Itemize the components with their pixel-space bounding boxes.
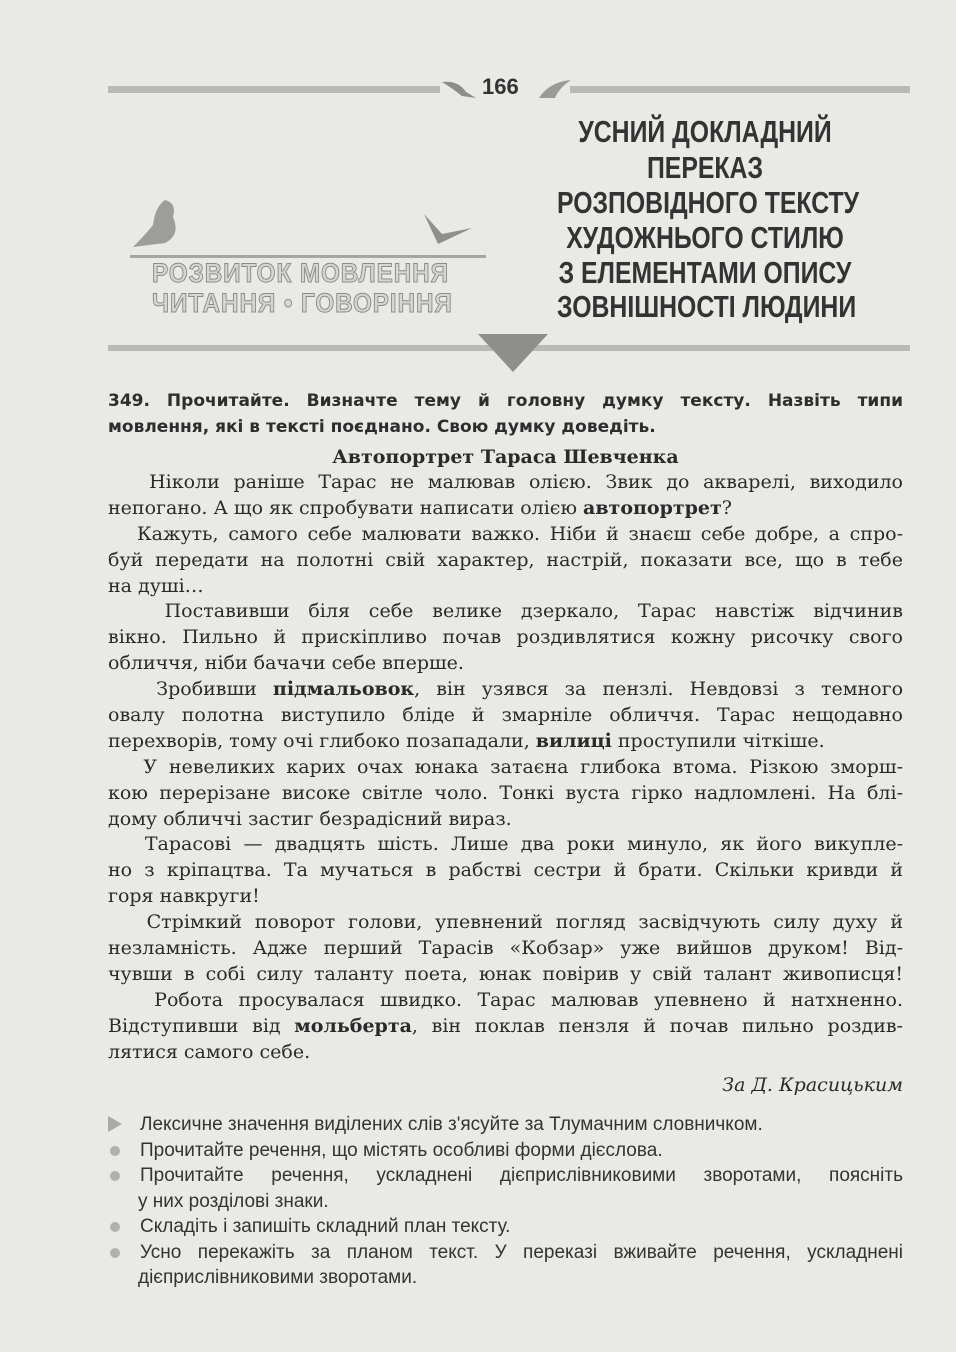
- text-segment: Кажуть, самого себе малювати важко. Ніби й знаєш себе добре, а спро-: [108, 522, 903, 545]
- text-line: [108, 781, 903, 807]
- highlighted-word: автопортрет: [583, 496, 722, 519]
- text-line: [108, 962, 903, 988]
- text-line: [108, 703, 903, 729]
- text-line: [108, 910, 903, 936]
- highlighted-word: мольберта: [294, 1014, 412, 1037]
- text-segment: горя навкруги!: [108, 885, 260, 908]
- bullet-icon: [110, 1222, 120, 1232]
- text-line: [108, 677, 903, 703]
- text-line: [108, 651, 903, 677]
- bird-illustration-icon: [125, 195, 195, 255]
- text-line: [108, 729, 903, 755]
- rubric-line-2: ЧИТАННЯ • ГОВОРІННЯ: [152, 288, 453, 318]
- text-segment: лятися самого себе.: [108, 1040, 311, 1063]
- text-segment: Ніколи раніше Тарас не малював олією. Звик до акварелі, виходило: [108, 471, 903, 493]
- title-line: ЗОВНІШНОСТІ ЛЮДИНИ: [557, 289, 857, 324]
- arrow-bullet-icon: [108, 1116, 122, 1132]
- task-line: мовлення, які в тексті поєднано. Свою думку доведіть.: [108, 417, 656, 437]
- text-segment: , він поклав пензля й почав пильно роздив-: [411, 1014, 903, 1037]
- text-body: [108, 470, 903, 1065]
- text-segment: Стрімкий поворот голови, упевнений погляд засвідчують силу духу й: [108, 911, 903, 934]
- text-segment: Тарасові — двадцять шість. Лише два роки минуло, як його викупле-: [108, 833, 903, 856]
- swallow-left-icon: [440, 78, 480, 100]
- text-segment: кою перерізане високе світле чоло. Тонкі вуста гірко надломлені. На блі-: [108, 781, 903, 804]
- highlighted-word: підмальовок: [272, 678, 415, 701]
- bullet-icon: [110, 1248, 120, 1258]
- title-line: РОЗПОВІДНОГО ТЕКСТУ: [557, 185, 860, 220]
- page-number: 166: [482, 74, 519, 99]
- text-segment: перехворів, тому очі глибоко позападали,: [108, 729, 536, 752]
- title-line: З ЕЛЕМЕНТАМИ ОПИСУ: [558, 255, 852, 290]
- question-item: [108, 1138, 903, 1164]
- title-line: ПЕРЕКАЗ: [646, 150, 764, 185]
- title-line: ХУДОЖНЬОГО СТИЛЮ: [566, 220, 844, 255]
- question-line: Лексичне значення виділених слів з'ясуйте за Тлумачним словничком.: [140, 1114, 763, 1135]
- rubric-line-1: РОЗВИТОК МОВЛЕННЯ: [152, 258, 449, 288]
- task-line: 349. Прочитайте. Визначте тему й головну думку тексту. Назвіть типи: [108, 391, 903, 411]
- question-line: Прочитайте речення, що містять особливі форми дієслова.: [140, 1139, 663, 1161]
- text-line: [108, 936, 903, 962]
- text-line: [108, 574, 903, 600]
- text-segment: Відступивши від: [108, 1014, 295, 1037]
- text-segment: Поставивши біля себе велике дзеркало, Тарас навстіж відчинив: [108, 600, 903, 623]
- text-segment: обличчя, ніби бачачи себе вперше.: [108, 652, 464, 675]
- question-line: у них розділові знаки.: [138, 1190, 329, 1212]
- text-segment: У невеликих карих очах юнака затаєна глибока втома. Різкою зморш-: [108, 755, 903, 778]
- question-item: [108, 1240, 903, 1291]
- text-segment: Робота просувалася швидко. Тарас малював упевнено й натхненно.: [108, 988, 903, 1011]
- text-segment: ?: [721, 496, 732, 519]
- question-line: Прочитайте речення, ускладнені дієприслівниковими зворотами, поясніть: [140, 1165, 903, 1186]
- text-segment: на душі…: [108, 574, 204, 597]
- text-line: [108, 599, 903, 625]
- exercise-task: [108, 388, 903, 440]
- text-segment: незламність. Адже перший Тарасів «Кобзар» уже вийшов друком! Від-: [108, 937, 903, 960]
- swallow-flying-icon: [420, 210, 480, 250]
- text-line: [108, 884, 903, 910]
- highlighted-word: вилиці: [535, 729, 612, 752]
- question-item: [108, 1112, 903, 1138]
- text-line: [108, 755, 903, 781]
- text-line: [108, 832, 903, 858]
- text-segment: чувши в собі силу таланту поета, юнак повірив у свій талант живописця!: [108, 962, 903, 985]
- text-source: За Д. Красицьким: [722, 1074, 903, 1096]
- text-segment: но з кріпацтва. Та мучаться в рабстві сестри й брати. Скільки кривди й: [108, 859, 903, 882]
- text-line: [108, 625, 903, 651]
- text-line: [108, 988, 903, 1014]
- question-line: дієприслівниковими зворотами.: [138, 1267, 418, 1288]
- text-line: [108, 1040, 903, 1066]
- text-line: [108, 858, 903, 884]
- text-segment: проступили чіткіше.: [611, 729, 825, 752]
- question-line: Складіть і запишіть складний план тексту.: [140, 1216, 511, 1237]
- question-line: Усно перекажіть за планом текст. У переказі вживайте речення, ускладнені: [140, 1241, 903, 1263]
- question-item: [108, 1163, 903, 1214]
- text-line: [108, 548, 903, 574]
- question-item: [108, 1214, 903, 1240]
- text-line: [108, 522, 903, 548]
- text-line: [108, 807, 903, 833]
- text-segment: буй передати на полотні свій характер, настрій, показати все, що в тебе: [108, 548, 903, 571]
- text-segment: овалу полотна виступило бліде й змарніле обличчя. Тарас нещодавно: [108, 704, 903, 727]
- text-title: Автопортрет Тараса Шевченка: [332, 446, 679, 468]
- text-line: [108, 496, 903, 522]
- text-line: [108, 470, 903, 496]
- text-segment: , він узявся за пензлі. Невдовзі з темного: [414, 678, 904, 701]
- bullet-icon: [110, 1171, 120, 1181]
- swallow-right-icon: [535, 76, 575, 102]
- text-line: [108, 1014, 903, 1040]
- text-segment: вікно. Пильно й прискіпливо почав роздивлятися кожну рисочку свого: [108, 626, 903, 649]
- text-segment: Зробивши: [108, 678, 273, 701]
- questions-list: [108, 1112, 903, 1291]
- text-segment: непогано. А що як спробувати написати олією: [108, 496, 584, 519]
- text-segment: дому обличчі застиг безрадісний вираз.: [108, 807, 512, 830]
- bullet-icon: [110, 1146, 120, 1156]
- title-line: УСНИЙ ДОКЛАДНИЙ: [578, 114, 832, 149]
- down-triangle-icon: [478, 334, 548, 374]
